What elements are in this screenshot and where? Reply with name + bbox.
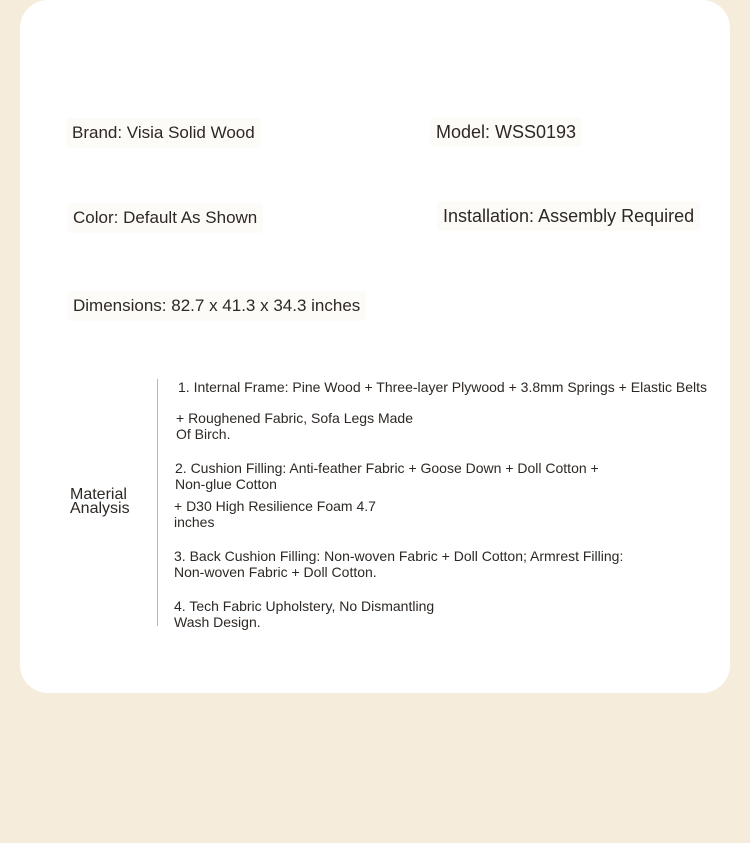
material-item-2-continued [174, 498, 376, 530]
material-item-3-line1: 3. Back Cushion Filling: Non-woven Fabric + Doll Cotton; Armrest Filling: [174, 548, 624, 564]
material-item-3-line2: Non-woven Fabric + Doll Cotton. [174, 564, 377, 580]
material-item-1-continued [176, 410, 413, 442]
material-item-2-line1: 2. Cushion Filling: Anti-feather Fabric + Goose Down + Doll Cotton + [175, 460, 599, 476]
product-spec-card [20, 0, 730, 693]
installation-spec: Installation: Assembly Required [437, 201, 700, 231]
material-item-1-text: 1. Internal Frame: Pine Wood + Three-layer Plywood + 3.8mm Springs + Elastic Belts [178, 379, 707, 395]
material-divider [157, 379, 158, 626]
material-item-3 [174, 548, 623, 580]
material-item-2 [175, 460, 599, 492]
material-item-1b-line2: Of Birch. [176, 426, 231, 442]
material-item-2b-line2: inches [174, 514, 215, 530]
material-item-4-line2: Wash Design. [174, 614, 261, 630]
color-spec: Color: Default As Shown [67, 203, 263, 233]
dimensions-spec: Dimensions: 82.7 x 41.3 x 34.3 inches [67, 291, 366, 321]
material-item-1 [178, 379, 707, 395]
material-item-2b-line1: + D30 High Resilience Foam 4.7 [174, 498, 376, 514]
material-label-line2: Analysis [70, 500, 130, 517]
model-spec: Model: WSS0193 [430, 117, 582, 147]
material-item-4-line1: 4. Tech Fabric Upholstery, No Dismantling [174, 598, 435, 614]
brand-spec: Brand: Visia Solid Wood [66, 118, 261, 148]
material-item-2-line2: Non-glue Cotton [175, 476, 277, 492]
material-item-4 [174, 598, 434, 630]
material-analysis-label [70, 488, 150, 516]
material-label-line1: Material [70, 486, 127, 503]
material-item-1b-line1: + Roughened Fabric, Sofa Legs Made [176, 410, 413, 426]
